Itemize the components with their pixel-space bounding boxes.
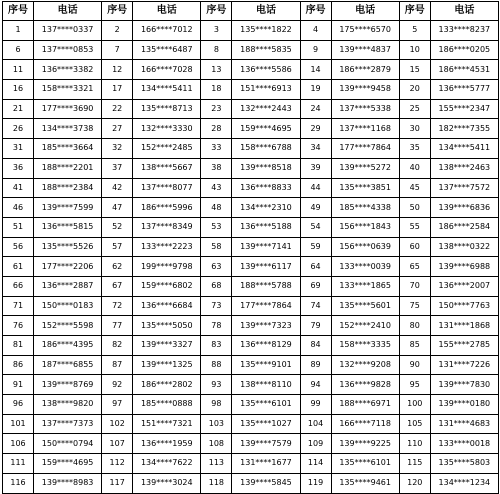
phone-cell: 199****9798 (133, 257, 201, 277)
header-phone: 电话 (34, 2, 102, 21)
index-cell: 72 (102, 296, 133, 316)
phone-cell: 186****5996 (133, 198, 201, 218)
phone-cell: 139****7579 (232, 434, 300, 454)
phone-cell: 186****2802 (133, 375, 201, 395)
phone-cell: 150****7763 (430, 296, 498, 316)
table-row (3, 80, 499, 100)
phone-cell: 134****5411 (133, 80, 201, 100)
phone-cell: 151****6913 (232, 80, 300, 100)
header-row (3, 2, 499, 21)
phone-cell: 158****3321 (34, 80, 102, 100)
header-index: 序号 (300, 2, 331, 21)
phone-cell: 136****3382 (34, 60, 102, 80)
table-row (3, 316, 499, 336)
phone-cell: 186****0205 (430, 40, 498, 60)
index-cell: 52 (102, 217, 133, 237)
index-cell: 32 (102, 139, 133, 159)
phone-cell: 139****1325 (133, 355, 201, 375)
index-cell: 105 (399, 414, 430, 434)
index-cell: 53 (201, 217, 232, 237)
index-cell: 74 (300, 296, 331, 316)
table-row (3, 355, 499, 375)
phone-cell: 186****2879 (331, 60, 399, 80)
phone-cell: 135****6101 (232, 395, 300, 415)
phone-cell: 139****7141 (232, 237, 300, 257)
index-cell: 81 (3, 336, 34, 356)
phone-cell: 152****2410 (331, 316, 399, 336)
phone-cell: 166****7028 (133, 60, 201, 80)
index-cell: 119 (300, 473, 331, 493)
phone-cell: 139****6117 (232, 257, 300, 277)
index-cell: 104 (300, 414, 331, 434)
index-cell: 12 (102, 60, 133, 80)
index-cell: 79 (300, 316, 331, 336)
index-cell: 19 (300, 80, 331, 100)
index-cell: 43 (201, 178, 232, 198)
table-row (3, 375, 499, 395)
phone-cell: 136****2007 (430, 276, 498, 296)
phone-cell: 177****7864 (232, 296, 300, 316)
index-cell: 23 (201, 99, 232, 119)
phone-cell: 185****4338 (331, 198, 399, 218)
header-index: 序号 (3, 2, 34, 21)
index-cell: 110 (399, 434, 430, 454)
phone-cell: 182****7355 (430, 119, 498, 139)
index-cell: 30 (399, 119, 430, 139)
index-cell: 82 (102, 336, 133, 356)
table-row (3, 276, 499, 296)
phone-cell: 159****6802 (133, 276, 201, 296)
phone-cell: 177****7864 (331, 139, 399, 159)
phone-cell: 134****3738 (34, 119, 102, 139)
index-cell: 38 (201, 158, 232, 178)
index-cell: 2 (102, 21, 133, 41)
table-row (3, 237, 499, 257)
phone-cell: 137****5338 (331, 99, 399, 119)
phone-cell: 136****5777 (430, 80, 498, 100)
phone-cell: 137****0853 (34, 40, 102, 60)
index-cell: 25 (399, 99, 430, 119)
table-row (3, 336, 499, 356)
index-cell: 71 (3, 296, 34, 316)
phone-cell: 139****6988 (430, 257, 498, 277)
header-index: 序号 (102, 2, 133, 21)
index-cell: 68 (201, 276, 232, 296)
header-phone: 电话 (430, 2, 498, 21)
index-cell: 21 (3, 99, 34, 119)
table-row (3, 434, 499, 454)
phone-cell: 136****8833 (232, 178, 300, 198)
phone-cell: 150****0794 (34, 434, 102, 454)
phone-cell: 139****9458 (331, 80, 399, 100)
index-cell: 34 (300, 139, 331, 159)
table-row (3, 139, 499, 159)
index-cell: 103 (201, 414, 232, 434)
index-cell: 40 (399, 158, 430, 178)
index-cell: 118 (201, 473, 232, 493)
index-cell: 41 (3, 178, 34, 198)
table-row (3, 21, 499, 41)
phone-cell: 138****2463 (430, 158, 498, 178)
phone-cell: 135****1027 (232, 414, 300, 434)
index-cell: 114 (300, 454, 331, 474)
index-cell: 90 (399, 355, 430, 375)
phone-cell: 166****7118 (331, 414, 399, 434)
index-cell: 92 (102, 375, 133, 395)
index-cell: 18 (201, 80, 232, 100)
index-cell: 14 (300, 60, 331, 80)
table-row (3, 296, 499, 316)
phone-cell: 155****2785 (430, 336, 498, 356)
phone-number-table (2, 1, 499, 494)
phone-cell: 135****9101 (232, 355, 300, 375)
phone-cell: 159****4695 (232, 119, 300, 139)
table-body (3, 21, 499, 494)
phone-cell: 175****6570 (331, 21, 399, 41)
phone-cell: 152****2485 (133, 139, 201, 159)
phone-cell: 133****8237 (430, 21, 498, 41)
phone-cell: 135****6487 (133, 40, 201, 60)
index-cell: 60 (399, 237, 430, 257)
index-cell: 97 (102, 395, 133, 415)
phone-cell: 188****6971 (331, 395, 399, 415)
index-cell: 7 (102, 40, 133, 60)
index-cell: 49 (300, 198, 331, 218)
phone-cell: 166****7012 (133, 21, 201, 41)
table-row (3, 178, 499, 198)
phone-cell: 187****6855 (34, 355, 102, 375)
header-phone: 电话 (133, 2, 201, 21)
index-cell: 39 (300, 158, 331, 178)
table-row (3, 99, 499, 119)
table-row (3, 119, 499, 139)
index-cell: 96 (3, 395, 34, 415)
phone-cell: 137****7373 (34, 414, 102, 434)
index-cell: 51 (3, 217, 34, 237)
table-row (3, 217, 499, 237)
phone-cell: 177****2206 (34, 257, 102, 277)
index-cell: 16 (3, 80, 34, 100)
index-cell: 107 (102, 434, 133, 454)
index-cell: 46 (3, 198, 34, 218)
phone-cell: 186****4395 (34, 336, 102, 356)
phone-cell: 152****5598 (34, 316, 102, 336)
index-cell: 101 (3, 414, 34, 434)
table-row (3, 60, 499, 80)
phone-cell: 134****7622 (133, 454, 201, 474)
phone-cell: 151****7321 (133, 414, 201, 434)
phone-cell: 139****5845 (232, 473, 300, 493)
phone-cell: 137****0337 (34, 21, 102, 41)
phone-cell: 158****3335 (331, 336, 399, 356)
phone-cell: 188****5788 (232, 276, 300, 296)
index-cell: 27 (102, 119, 133, 139)
index-cell: 113 (201, 454, 232, 474)
index-cell: 10 (399, 40, 430, 60)
index-cell: 59 (300, 237, 331, 257)
index-cell: 31 (3, 139, 34, 159)
index-cell: 6 (3, 40, 34, 60)
phone-cell: 133****1865 (331, 276, 399, 296)
phone-cell: 132****2443 (232, 99, 300, 119)
index-cell: 111 (3, 454, 34, 474)
index-cell: 9 (300, 40, 331, 60)
phone-cell: 139****5272 (331, 158, 399, 178)
phone-cell: 134****5411 (430, 139, 498, 159)
phone-cell: 135****6101 (331, 454, 399, 474)
index-cell: 20 (399, 80, 430, 100)
phone-cell: 139****4837 (331, 40, 399, 60)
index-cell: 67 (102, 276, 133, 296)
phone-cell: 133****2223 (133, 237, 201, 257)
phone-cell: 135****5601 (331, 296, 399, 316)
index-cell: 109 (300, 434, 331, 454)
index-cell: 29 (300, 119, 331, 139)
table-row (3, 414, 499, 434)
index-cell: 70 (399, 276, 430, 296)
phone-cell: 134****2310 (232, 198, 300, 218)
phone-cell: 131****1868 (430, 316, 498, 336)
index-cell: 11 (3, 60, 34, 80)
index-cell: 3 (201, 21, 232, 41)
index-cell: 58 (201, 237, 232, 257)
phone-cell: 139****3327 (133, 336, 201, 356)
phone-cell: 136****8129 (232, 336, 300, 356)
index-cell: 42 (102, 178, 133, 198)
header-index: 序号 (399, 2, 430, 21)
phone-cell: 138****5667 (133, 158, 201, 178)
phone-cell: 136****6684 (133, 296, 201, 316)
index-cell: 47 (102, 198, 133, 218)
table-row (3, 454, 499, 474)
index-cell: 100 (399, 395, 430, 415)
phone-cell: 133****0039 (331, 257, 399, 277)
phone-cell: 136****5188 (232, 217, 300, 237)
index-cell: 84 (300, 336, 331, 356)
phone-cell: 159****4695 (34, 454, 102, 474)
phone-cell: 135****8713 (133, 99, 201, 119)
index-cell: 87 (102, 355, 133, 375)
table-row (3, 257, 499, 277)
index-cell: 88 (201, 355, 232, 375)
index-cell: 33 (201, 139, 232, 159)
phone-cell: 137****7572 (430, 178, 498, 198)
index-cell: 65 (399, 257, 430, 277)
index-cell: 55 (399, 217, 430, 237)
index-cell: 45 (399, 178, 430, 198)
index-cell: 115 (399, 454, 430, 474)
table-row (3, 40, 499, 60)
index-cell: 48 (201, 198, 232, 218)
index-cell: 76 (3, 316, 34, 336)
phone-cell: 135****5526 (34, 237, 102, 257)
index-cell: 98 (201, 395, 232, 415)
index-cell: 56 (3, 237, 34, 257)
index-cell: 66 (3, 276, 34, 296)
table-row (3, 198, 499, 218)
index-cell: 108 (201, 434, 232, 454)
index-cell: 102 (102, 414, 133, 434)
phone-cell: 139****6836 (430, 198, 498, 218)
phone-cell: 135****1822 (232, 21, 300, 41)
index-cell: 93 (201, 375, 232, 395)
index-cell: 13 (201, 60, 232, 80)
index-cell: 89 (300, 355, 331, 375)
phone-cell: 137****8077 (133, 178, 201, 198)
table-row (3, 473, 499, 493)
phone-cell: 131****7226 (430, 355, 498, 375)
phone-cell: 139****9225 (331, 434, 399, 454)
index-cell: 99 (300, 395, 331, 415)
phone-cell: 133****0018 (430, 434, 498, 454)
index-cell: 77 (102, 316, 133, 336)
phone-cell: 137****8349 (133, 217, 201, 237)
header-phone: 电话 (331, 2, 399, 21)
index-cell: 1 (3, 21, 34, 41)
phone-cell: 137****1168 (331, 119, 399, 139)
phone-cell: 186****2584 (430, 217, 498, 237)
index-cell: 50 (399, 198, 430, 218)
index-cell: 22 (102, 99, 133, 119)
phone-cell: 131****1677 (232, 454, 300, 474)
phone-cell: 156****0639 (331, 237, 399, 257)
index-cell: 24 (300, 99, 331, 119)
index-cell: 63 (201, 257, 232, 277)
index-cell: 44 (300, 178, 331, 198)
phone-cell: 185****0888 (133, 395, 201, 415)
index-cell: 54 (300, 217, 331, 237)
phone-cell: 185****3664 (34, 139, 102, 159)
index-cell: 57 (102, 237, 133, 257)
phone-cell: 132****9208 (331, 355, 399, 375)
index-cell: 62 (102, 257, 133, 277)
phone-cell: 138****8110 (232, 375, 300, 395)
phone-cell: 188****5835 (232, 40, 300, 60)
phone-cell: 158****6788 (232, 139, 300, 159)
index-cell: 69 (300, 276, 331, 296)
phone-cell: 139****7323 (232, 316, 300, 336)
phone-cell: 139****7830 (430, 375, 498, 395)
phone-cell: 188****2384 (34, 178, 102, 198)
phone-cell: 138****9820 (34, 395, 102, 415)
phone-cell: 155****2347 (430, 99, 498, 119)
phone-cell: 177****3690 (34, 99, 102, 119)
index-cell: 112 (102, 454, 133, 474)
index-cell: 91 (3, 375, 34, 395)
table-row (3, 395, 499, 415)
phone-cell: 139****0180 (430, 395, 498, 415)
phone-cell: 150****0183 (34, 296, 102, 316)
phone-cell: 139****7599 (34, 198, 102, 218)
table-row (3, 158, 499, 178)
index-cell: 94 (300, 375, 331, 395)
index-cell: 106 (3, 434, 34, 454)
index-cell: 117 (102, 473, 133, 493)
index-cell: 26 (3, 119, 34, 139)
phone-cell: 156****1843 (331, 217, 399, 237)
phone-cell: 132****3330 (133, 119, 201, 139)
phone-cell: 186****4531 (430, 60, 498, 80)
index-cell: 4 (300, 21, 331, 41)
index-cell: 73 (201, 296, 232, 316)
phone-cell: 136****1959 (133, 434, 201, 454)
index-cell: 15 (399, 60, 430, 80)
header-index: 序号 (201, 2, 232, 21)
index-cell: 5 (399, 21, 430, 41)
index-cell: 86 (3, 355, 34, 375)
phone-cell: 136****5815 (34, 217, 102, 237)
index-cell: 83 (201, 336, 232, 356)
index-cell: 28 (201, 119, 232, 139)
phone-cell: 135****5050 (133, 316, 201, 336)
index-cell: 17 (102, 80, 133, 100)
index-cell: 75 (399, 296, 430, 316)
index-cell: 8 (201, 40, 232, 60)
phone-cell: 139****3024 (133, 473, 201, 493)
phone-cell: 131****4683 (430, 414, 498, 434)
index-cell: 37 (102, 158, 133, 178)
phone-cell: 135****9461 (331, 473, 399, 493)
index-cell: 61 (3, 257, 34, 277)
phone-cell: 136****9828 (331, 375, 399, 395)
index-cell: 116 (3, 473, 34, 493)
phone-cell: 136****2887 (34, 276, 102, 296)
phone-cell: 135****5803 (430, 454, 498, 474)
index-cell: 35 (399, 139, 430, 159)
phone-cell: 188****2201 (34, 158, 102, 178)
index-cell: 85 (399, 336, 430, 356)
phone-cell: 139****8769 (34, 375, 102, 395)
index-cell: 95 (399, 375, 430, 395)
index-cell: 80 (399, 316, 430, 336)
index-cell: 36 (3, 158, 34, 178)
phone-cell: 138****0322 (430, 237, 498, 257)
phone-cell: 136****5586 (232, 60, 300, 80)
index-cell: 120 (399, 473, 430, 493)
header-phone: 电话 (232, 2, 300, 21)
index-cell: 78 (201, 316, 232, 336)
phone-cell: 139****8983 (34, 473, 102, 493)
phone-cell: 139****8518 (232, 158, 300, 178)
index-cell: 64 (300, 257, 331, 277)
phone-cell: 134****1234 (430, 473, 498, 493)
phone-cell: 135****3851 (331, 178, 399, 198)
